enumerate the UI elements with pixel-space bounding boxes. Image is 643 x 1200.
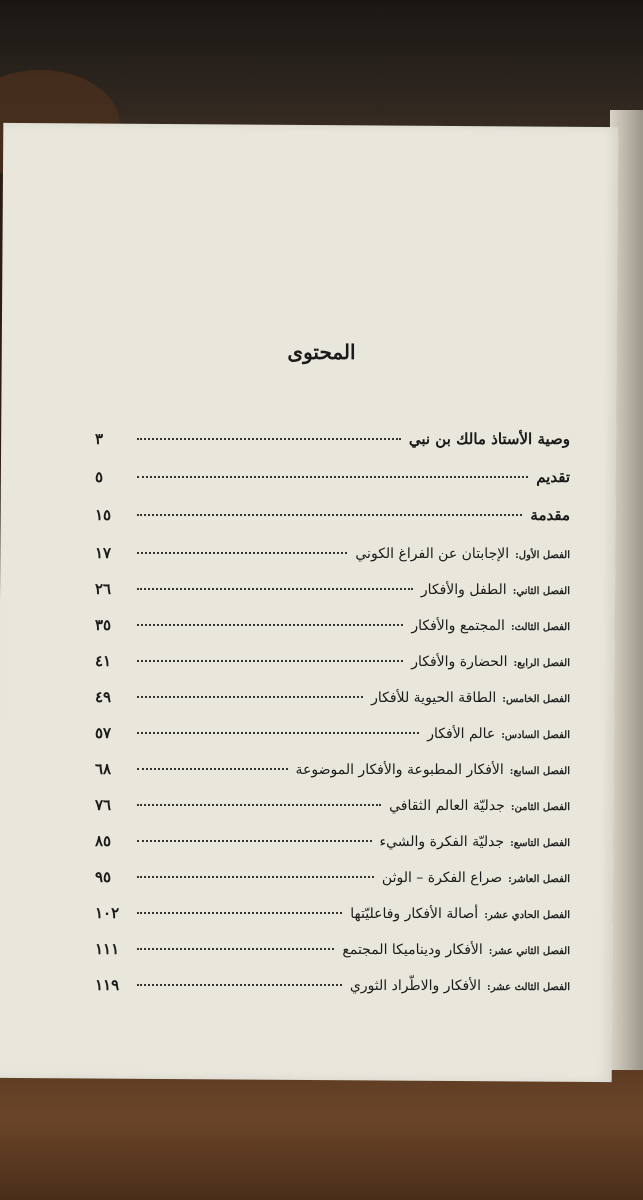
page-number: ٦٨: [95, 760, 112, 778]
toc-entry: [95, 430, 570, 460]
dot-leader: [137, 803, 381, 806]
chapter-label: الفصل السابع:: [509, 766, 570, 777]
toc-entry: [95, 468, 570, 498]
dot-leader: [137, 551, 347, 554]
toc-chapter: [95, 976, 570, 1006]
page-number: ٥٧: [95, 724, 112, 742]
chapter-title: الأفكار والاطّراد الثوري: [349, 978, 482, 994]
chapter-label: الفصل الثامن:: [510, 802, 570, 813]
dot-leader: [137, 437, 401, 440]
chapter-label: الفصل الثالث:: [510, 622, 570, 633]
dot-leader: [137, 659, 403, 662]
chapter-title: الإجابتان عن الفراغ الكوني: [355, 546, 510, 562]
chapter-label: الفصل الخامس:: [502, 694, 570, 705]
chapter-label: الفصل السادس:: [501, 730, 570, 741]
dot-leader: [137, 767, 288, 770]
dot-leader: [137, 911, 342, 914]
page-number: ٩٥: [95, 868, 112, 886]
dot-leader: [137, 947, 334, 950]
toc-chapter: [95, 940, 570, 970]
toc-entry: [95, 506, 570, 536]
chapter-title: الأفكار وديناميكا المجتمع: [342, 942, 483, 958]
toc-chapter: [95, 760, 570, 790]
page-number: ١٠٢: [95, 904, 120, 922]
page-number: ٢٦: [95, 580, 112, 598]
chapter-title: الطاقة الحيوية للأفكار: [371, 690, 497, 706]
toc-chapter: [95, 688, 570, 718]
dot-leader: [137, 623, 403, 626]
dot-leader: [137, 983, 342, 986]
chapter-label: الفصل الحادي عشر:: [484, 910, 570, 921]
entry-title: مقدمة: [530, 506, 570, 524]
entry-title: وصية الأستاذ مالك بن نبي: [408, 430, 570, 448]
toc-chapter: [95, 544, 570, 574]
toc-chapter: [95, 652, 570, 682]
chapter-title: المجتمع والأفكار: [411, 618, 505, 634]
toc-chapter: [95, 796, 570, 826]
dot-leader: [137, 875, 374, 878]
dot-leader: [137, 587, 413, 590]
chapter-label: الفصل الثاني عشر:: [488, 946, 570, 957]
page-number: ٣٥: [95, 616, 112, 634]
dot-leader: [137, 513, 522, 516]
page-number: ١٥: [95, 506, 112, 524]
chapter-label: الفصل الثاني:: [512, 586, 570, 597]
page-number: ٣: [95, 430, 104, 448]
chapter-title: صراع الفكرة – الوثن: [381, 870, 503, 886]
chapter-label: الفصل الثالث عشر:: [487, 982, 570, 993]
chapter-title: أصالة الأفكار وفاعليّتها: [350, 906, 479, 922]
chapter-label: الفصل التاسع:: [510, 838, 570, 849]
page-title: المحتوى: [287, 340, 356, 364]
toc-chapter: [95, 580, 570, 610]
page-number: ٨٥: [95, 832, 112, 850]
toc-chapter: [95, 616, 570, 646]
chapter-title: جدليّة الفكرة والشيء: [379, 834, 505, 850]
chapter-label: الفصل العاشر:: [508, 874, 570, 885]
entry-title: تقديم: [536, 468, 570, 486]
chapter-label: الفصل الأول:: [515, 550, 570, 561]
page-number: ٤١: [95, 652, 112, 670]
chapter-title: الحضارة والأفكار: [411, 654, 508, 670]
chapter-title: عالم الأفكار: [427, 726, 496, 742]
toc-chapter: [95, 904, 570, 934]
page-number: ١٧: [95, 544, 112, 562]
page-number: ١١١: [95, 940, 120, 958]
dot-leader: [137, 839, 372, 842]
dot-leader: [137, 475, 528, 478]
page-number: ١١٩: [95, 976, 120, 994]
toc-chapter: [95, 868, 570, 898]
page-number: ٤٩: [95, 688, 112, 706]
toc-chapter: [95, 832, 570, 862]
page-number: ٧٦: [95, 796, 112, 814]
dot-leader: [137, 695, 363, 698]
page-number: ٥: [95, 468, 104, 486]
chapter-label: الفصل الرابع:: [513, 658, 570, 669]
toc-chapter: [95, 724, 570, 754]
chapter-title: الأفكار المطبوعة والأفكار الموضوعة: [295, 762, 504, 778]
chapter-title: جدليّة العالم الثقافي: [389, 798, 505, 814]
chapter-title: الطفل والأفكار: [420, 582, 507, 598]
dot-leader: [137, 731, 419, 734]
